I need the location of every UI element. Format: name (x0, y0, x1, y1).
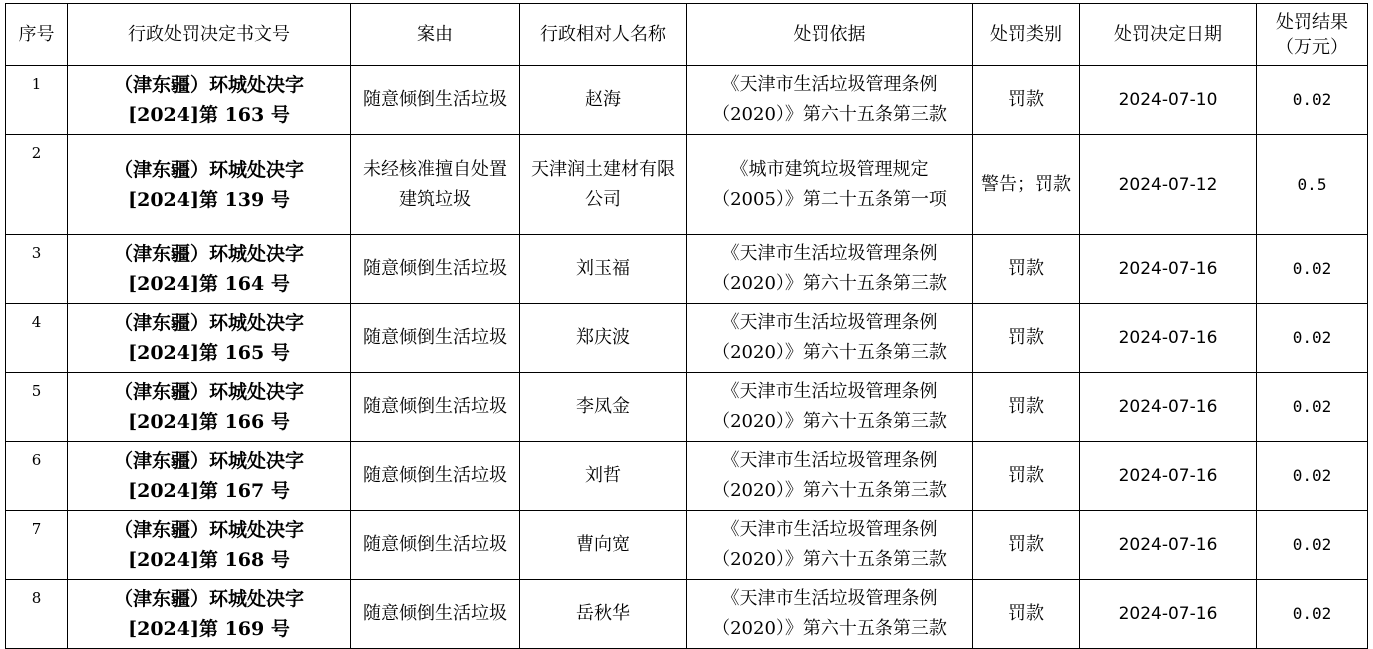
cell-basis: 《天津市生活垃圾管理条例（2020）》第六十五条第三款 (687, 580, 973, 649)
cell-basis: 《天津市生活垃圾管理条例（2020）》第六十五条第三款 (687, 66, 973, 135)
doc-no-line1: （津东疆）环城处决字 (113, 519, 304, 541)
header-date: 处罚决定日期 (1080, 4, 1257, 66)
cell-date: 2024-07-16 (1080, 511, 1257, 580)
cell-type: 罚款 (973, 511, 1080, 580)
cell-date: 2024-07-16 (1080, 235, 1257, 304)
cell-basis: 《城市建筑垃圾管理规定（2005）》第二十五条第一项 (687, 135, 973, 235)
cell-basis: 《天津市生活垃圾管理条例（2020）》第六十五条第三款 (687, 304, 973, 373)
cell-cause: 随意倾倒生活垃圾 (351, 235, 520, 304)
cell-amount: 0.02 (1257, 66, 1368, 135)
table-row (6, 373, 1368, 442)
cell-type: 罚款 (973, 235, 1080, 304)
doc-no-line1: （津东疆）环城处决字 (113, 381, 304, 403)
cell-no: 7 (6, 511, 68, 580)
cell-party: 刘玉福 (520, 235, 687, 304)
doc-no-line2: [2024]第 169 号 (128, 618, 290, 640)
cell-no: 4 (6, 304, 68, 373)
cell-amount: 0.02 (1257, 373, 1368, 442)
cell-party: 李凤金 (520, 373, 687, 442)
header-result (1257, 4, 1368, 66)
cell-type: 罚款 (973, 442, 1080, 511)
header-row (6, 4, 1368, 66)
cell-party: 曹向宽 (520, 511, 687, 580)
cell-cause: 随意倾倒生活垃圾 (351, 511, 520, 580)
cell-no: 5 (6, 373, 68, 442)
cell-date: 2024-07-16 (1080, 373, 1257, 442)
cell-doc-no (68, 511, 351, 580)
doc-no-line1: （津东疆）环城处决字 (113, 450, 304, 472)
doc-no-line1: （津东疆）环城处决字 (113, 588, 304, 610)
doc-no-line1: （津东疆）环城处决字 (113, 243, 304, 265)
cell-type: 警告；罚款 (973, 135, 1080, 235)
table-row (6, 511, 1368, 580)
cell-date: 2024-07-16 (1080, 442, 1257, 511)
cell-doc-no (68, 135, 351, 235)
cell-date: 2024-07-16 (1080, 304, 1257, 373)
cell-party: 郑庆波 (520, 304, 687, 373)
cell-doc-no (68, 66, 351, 135)
cell-no: 3 (6, 235, 68, 304)
cell-type: 罚款 (973, 373, 1080, 442)
cell-cause: 随意倾倒生活垃圾 (351, 442, 520, 511)
cell-no: 8 (6, 580, 68, 649)
cell-doc-no (68, 304, 351, 373)
cell-basis: 《天津市生活垃圾管理条例（2020）》第六十五条第三款 (687, 235, 973, 304)
cell-date: 2024-07-10 (1080, 66, 1257, 135)
doc-no-line2: [2024]第 168 号 (128, 549, 290, 571)
doc-no-line1: （津东疆）环城处决字 (113, 74, 304, 96)
table-row (6, 442, 1368, 511)
cell-cause: 未经核准擅自处置建筑垃圾 (351, 135, 520, 235)
cell-amount: 0.02 (1257, 304, 1368, 373)
cell-date: 2024-07-16 (1080, 580, 1257, 649)
table-body (6, 66, 1368, 649)
table-row (6, 304, 1368, 373)
header-cause: 案由 (351, 4, 520, 66)
cell-date: 2024-07-12 (1080, 135, 1257, 235)
cell-basis: 《天津市生活垃圾管理条例（2020）》第六十五条第三款 (687, 373, 973, 442)
doc-no-line2: [2024]第 166 号 (128, 411, 290, 433)
cell-party: 赵海 (520, 66, 687, 135)
cell-doc-no (68, 373, 351, 442)
cell-type: 罚款 (973, 66, 1080, 135)
doc-no-line1: （津东疆）环城处决字 (113, 312, 304, 334)
cell-amount: 0.02 (1257, 442, 1368, 511)
cell-amount: 0.5 (1257, 135, 1368, 235)
cell-no: 2 (6, 135, 68, 235)
table-row (6, 66, 1368, 135)
table-row (6, 580, 1368, 649)
cell-doc-no (68, 235, 351, 304)
cell-no: 6 (6, 442, 68, 511)
cell-doc-no (68, 442, 351, 511)
cell-cause: 随意倾倒生活垃圾 (351, 66, 520, 135)
cell-type: 罚款 (973, 304, 1080, 373)
cell-amount: 0.02 (1257, 235, 1368, 304)
doc-no-line2: [2024]第 139 号 (128, 188, 290, 211)
header-type: 处罚类别 (973, 4, 1080, 66)
doc-no-line1: （津东疆）环城处决字 (113, 158, 304, 181)
header-no: 序号 (6, 4, 68, 66)
cell-basis: 《天津市生活垃圾管理条例（2020）》第六十五条第三款 (687, 442, 973, 511)
header-doc-no: 行政处罚决定书文号 (68, 4, 351, 66)
doc-no-line2: [2024]第 165 号 (128, 342, 290, 364)
cell-cause: 随意倾倒生活垃圾 (351, 304, 520, 373)
cell-no: 1 (6, 66, 68, 135)
cell-cause: 随意倾倒生活垃圾 (351, 580, 520, 649)
cell-doc-no (68, 580, 351, 649)
header-party: 行政相对人名称 (520, 4, 687, 66)
cell-party: 天津润土建材有限公司 (520, 135, 687, 235)
cell-amount: 0.02 (1257, 511, 1368, 580)
cell-type: 罚款 (973, 580, 1080, 649)
header-basis: 处罚依据 (687, 4, 973, 66)
cell-party: 刘哲 (520, 442, 687, 511)
cell-party: 岳秋华 (520, 580, 687, 649)
table-row (6, 235, 1368, 304)
doc-no-line2: [2024]第 163 号 (128, 104, 290, 126)
table-row (6, 135, 1368, 235)
penalty-table (5, 3, 1368, 649)
cell-amount: 0.02 (1257, 580, 1368, 649)
header-result-line1: 处罚结果 (1276, 11, 1348, 33)
doc-no-line2: [2024]第 167 号 (128, 480, 290, 502)
doc-no-line2: [2024]第 164 号 (128, 273, 290, 295)
cell-basis: 《天津市生活垃圾管理条例（2020）》第六十五条第三款 (687, 511, 973, 580)
cell-cause: 随意倾倒生活垃圾 (351, 373, 520, 442)
header-result-line2: （万元） (1276, 36, 1348, 58)
